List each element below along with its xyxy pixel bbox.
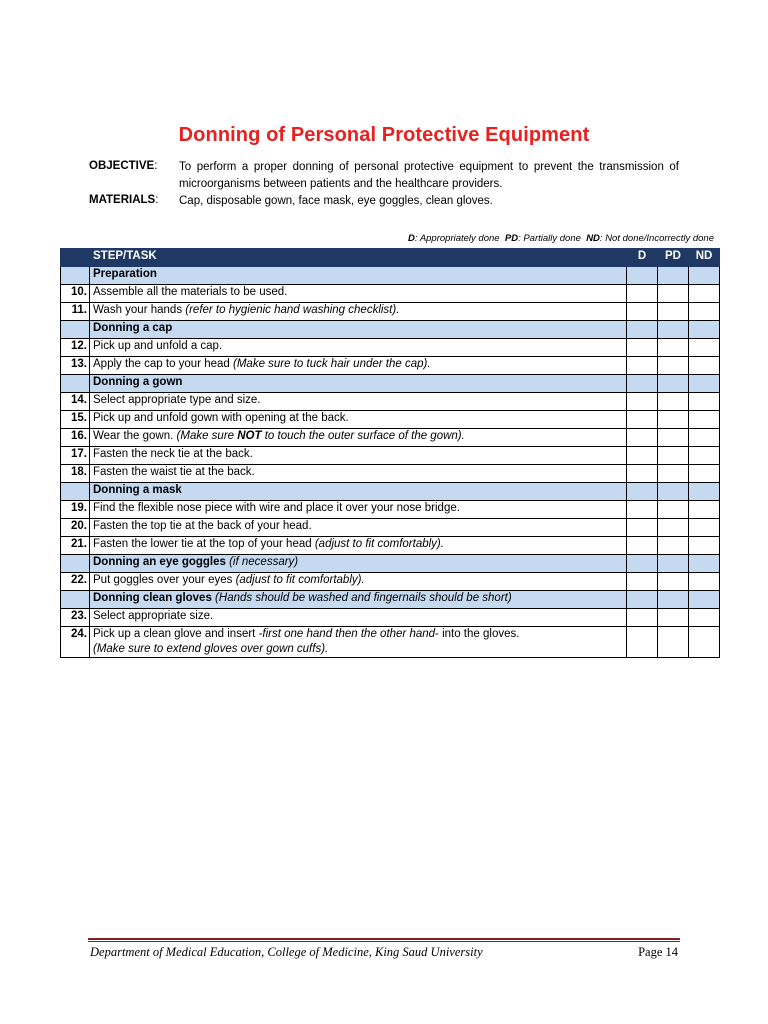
rating-legend: D: Appropriately done PD: Partially done ND: Not done/Incorrectly done [408,233,714,244]
check-pd[interactable] [658,501,689,519]
section-label: Donning a gown [90,375,627,393]
step-text: Fasten the top tie at the back of your head. [90,519,627,537]
check-d[interactable] [627,303,658,321]
table-row: 11. Wash your hands (refer to hygienic hand washing checklist). [61,303,720,321]
step-text: Select appropriate type and size. [90,393,627,411]
table-row: 18. Fasten the waist tie at the back. [61,465,720,483]
section-label: Donning a mask [90,483,627,501]
footer-rule-thin [88,941,680,942]
table-row: 24. Pick up a clean glove and insert -first one hand then the other hand- into the gloves. (Make sure to extend gloves over gown cuffs). [61,627,720,658]
check-pd[interactable] [658,627,689,658]
check-pd[interactable] [658,303,689,321]
checklist-table [60,248,720,658]
check-d[interactable] [627,537,658,555]
table-row: 13. Apply the cap to your head (Make sure to tuck hair under the cap). [61,357,720,375]
check-nd[interactable] [689,339,720,357]
check-nd[interactable] [689,411,720,429]
section-label: Donning an eye goggles (if necessary) [90,555,627,573]
header-blank [61,249,90,267]
header-task: STEP/TASK [90,249,627,267]
table-row: 20. Fasten the top tie at the back of your head. [61,519,720,537]
check-nd[interactable] [689,447,720,465]
check-pd[interactable] [658,411,689,429]
check-pd[interactable] [658,285,689,303]
check-nd[interactable] [689,393,720,411]
step-text: Assemble all the materials to be used. [90,285,627,303]
table-row: 15. Pick up and unfold gown with opening at the back. [61,411,720,429]
objective-label: OBJECTIVE: [89,160,158,172]
check-nd[interactable] [689,501,720,519]
step-text: Fasten the waist tie at the back. [90,465,627,483]
step-text: Wash your hands (refer to hygienic hand washing checklist). [90,303,627,321]
section-row [61,555,720,573]
check-d[interactable] [627,285,658,303]
check-nd[interactable] [689,357,720,375]
step-text: Find the flexible nose piece with wire and place it over your nose bridge. [90,501,627,519]
section-row [61,321,720,339]
step-text: Put goggles over your eyes (adjust to fit comfortably). [90,573,627,591]
check-d[interactable] [627,501,658,519]
check-pd[interactable] [658,537,689,555]
step-text: Select appropriate size. [90,609,627,627]
table-row: 12. Pick up and unfold a cap. [61,339,720,357]
check-d[interactable] [627,429,658,447]
footer-rule [88,938,680,940]
check-nd[interactable] [689,627,720,658]
table-row: 22. Put goggles over your eyes (adjust to fit comfortably). [61,573,720,591]
check-pd[interactable] [658,357,689,375]
check-d[interactable] [627,519,658,537]
section-row [61,267,720,285]
section-row [61,375,720,393]
section-label: Donning a cap [90,321,627,339]
check-d[interactable] [627,465,658,483]
step-text: Pick up a clean glove and insert -first one hand then the other hand- into the gloves. (Make sure to extend gloves over gown cuffs). [90,627,627,658]
step-text: Apply the cap to your head (Make sure to tuck hair under the cap). [90,357,627,375]
check-nd[interactable] [689,609,720,627]
page-number: Page 14 [638,945,678,959]
check-d[interactable] [627,393,658,411]
table-row: 14. Select appropriate type and size. [61,393,720,411]
table-row: 19. Find the flexible nose piece with wire and place it over your nose bridge. [61,501,720,519]
table-row: 10. Assemble all the materials to be used. [61,285,720,303]
check-d[interactable] [627,627,658,658]
check-pd[interactable] [658,519,689,537]
check-nd[interactable] [689,285,720,303]
table-header-row [61,249,720,267]
materials-label: MATERIALS: [89,194,159,206]
step-text: Pick up and unfold gown with opening at the back. [90,411,627,429]
table-row: 21. Fasten the lower tie at the top of your head (adjust to fit comfortably). [61,537,720,555]
materials-text: Cap, disposable gown, face mask, eye goggles, clean gloves. [179,195,493,207]
section-label: Preparation [90,267,627,285]
table-row: 16. Wear the gown. (Make sure NOT to touch the outer surface of the gown). [61,429,720,447]
check-d[interactable] [627,411,658,429]
step-text: Wear the gown. (Make sure NOT to touch the outer surface of the gown). [90,429,627,447]
section-row [61,483,720,501]
check-nd[interactable] [689,537,720,555]
check-d[interactable] [627,339,658,357]
header-d: D [627,249,658,267]
check-nd[interactable] [689,465,720,483]
footer-institution: Department of Medical Education, College of Medicine, King Saud University [90,945,483,959]
header-nd: ND [689,249,720,267]
check-pd[interactable] [658,465,689,483]
check-nd[interactable] [689,303,720,321]
check-nd[interactable] [689,573,720,591]
step-text: Pick up and unfold a cap. [90,339,627,357]
step-text: Fasten the neck tie at the back. [90,447,627,465]
page-title: Donning of Personal Protective Equipment [178,124,590,146]
check-pd[interactable] [658,573,689,591]
check-pd[interactable] [658,393,689,411]
table-row: 17. Fasten the neck tie at the back. [61,447,720,465]
check-nd[interactable] [689,519,720,537]
check-pd[interactable] [658,429,689,447]
check-d[interactable] [627,447,658,465]
check-pd[interactable] [658,339,689,357]
check-pd[interactable] [658,447,689,465]
step-text: Fasten the lower tie at the top of your head (adjust to fit comfortably). [90,537,627,555]
section-row [61,591,720,609]
check-nd[interactable] [689,429,720,447]
check-d[interactable] [627,609,658,627]
objective-text: To perform a proper donning of personal protective equipment to prevent the transmission of microorganisms between patients and the healthcare providers. [179,161,679,190]
check-d[interactable] [627,357,658,375]
check-pd[interactable] [658,609,689,627]
check-d[interactable] [627,573,658,591]
header-pd: PD [658,249,689,267]
table-row: 23. Select appropriate size. [61,609,720,627]
section-label: Donning clean gloves (Hands should be washed and fingernails should be short) [90,591,627,609]
